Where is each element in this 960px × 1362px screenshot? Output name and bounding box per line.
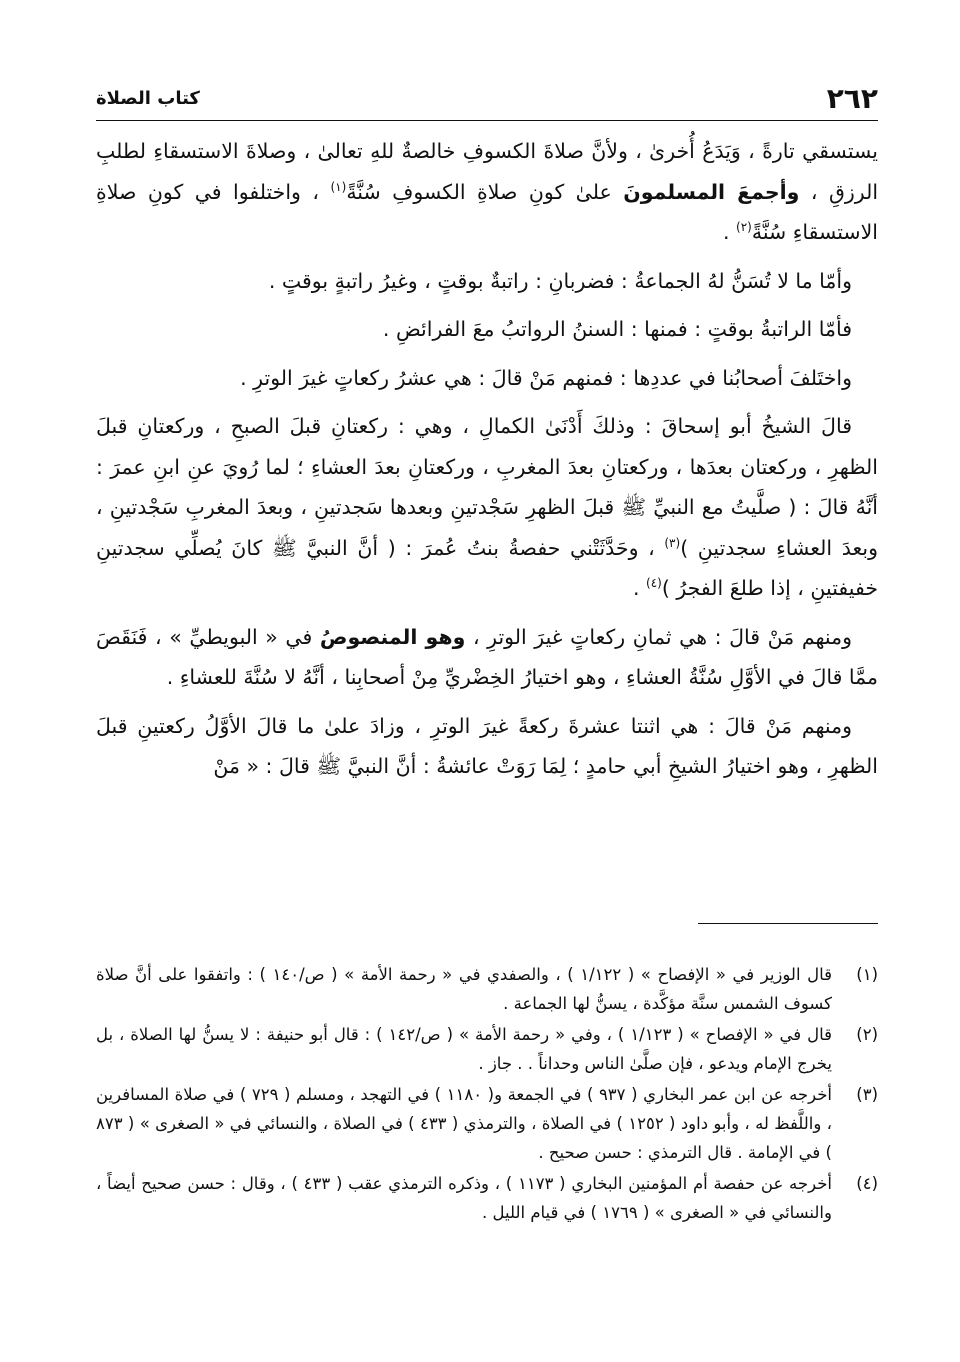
footnote-number: (٣) [856, 1085, 878, 1104]
running-title: كتاب الصلاة [96, 88, 200, 109]
text-segment: واختَلفَ أصحابُنا في عددِها : فمنهم مَنْ قالَ : هي عشرُ ركعاتٍ غيرَ الوترِ . [240, 365, 852, 390]
text-segment: . [722, 220, 736, 244]
text-segment: قالَ الشيخُ أبو إسحاقَ : وذلكَ أَدْنَىٰ الكمالِ ، وهي : ركعتانِ قبلَ الصبحِ ، وركعتانِ قبلَ الظهرِ ، وركعتان بعدَها ، وركعتانِ بعدَ المغربِ ، وركعتانِ بعدَ العشاءِ ؛ لما رُويَ عنِ ابنِ عمرَ : أنَّهُ قالَ : ( صلَّيتُ مع النبيِّ ﷺ قبلَ الظهرِ سَجْدتينِ وبعدها سَجدتينِ ، وبعدَ المغربِ سَجْدتينِ ، وبعدَ العشاءِ سجدتينِ ) [96, 414, 878, 560]
text-segment: ومنهم مَنْ قالَ : هي ثمانِ ركعاتٍ غيرَ الوترِ ، [465, 624, 852, 649]
footnote-divider [698, 923, 878, 924]
footnote-ref: (٣) [664, 535, 681, 550]
text-segment: . [632, 576, 646, 600]
paragraph [96, 309, 878, 350]
paragraph [96, 358, 878, 399]
footnote-ref: (٤) [646, 576, 662, 591]
footnote-text: أخرجه عن حفصة أم المؤمنين البخاري ( ١١٧٣ ) ، وذكره الترمذي عقب ( ٤٣٣ ) ، وقال : حسن صحيح أيضاً ، والنسائي في « الصغرى » ( ١٧٦٩ ) في قيام الليل . [96, 1174, 832, 1222]
footnote [96, 1169, 878, 1227]
paragraph [96, 617, 878, 698]
book-page [96, 80, 879, 1222]
text-segment: علىٰ كونِ صلاةِ الكسوفِ سُنَّةً [346, 179, 624, 204]
footnote-number: (٢) [856, 1025, 878, 1044]
text-segment: وأمّا ما لا تُسَنُّ لهُ الجماعةُ : فضربانِ : راتبةٌ بوقتٍ ، وغيرُ راتبةٍ بوقتٍ . [268, 268, 852, 293]
footnote-number: (٤) [856, 1174, 878, 1193]
text-segment: يستسقي تارةً ، وَيَدَعُ أُخرىٰ ، ولأنَّ صلاةَ الكسوفِ خالصةٌ للهِ تعالىٰ ، وصلاةَ الاستسقاءِ لطلبِ الرزقِ ، [96, 139, 879, 204]
paragraph [96, 261, 878, 302]
footnote-number: (١) [856, 965, 878, 984]
footnote-text: أخرجه عن ابن عمر البخاري ( ٩٣٧ ) في الجمعة و( ١١٨٠ ) في التهجد ، ومسلم ( ٧٢٩ ) في صلاة المسافرين ، واللَّفظ له ، وأبو داود ( ١٢٥٢ ) في الصلاة ، والترمذي ( ٤٣٣ ) في الصلاة ، والنسائي في « الصغرى » ( ٨٧٣ ) في الإمامة . قال الترمذي : حسن صحيح . [96, 1085, 832, 1162]
text-segment: ، واختلفوا في كونِ صلاةِ الاستسقاءِ سُنَّةً [96, 179, 878, 244]
footnote-ref: (١) [330, 179, 347, 194]
page-number: ٢٦٢ [826, 82, 878, 115]
footnotes [96, 960, 878, 1229]
text-segment: في « البويطيِّ » ، فَنَقَصَ ممَّا قالَ في الأوَّلِ سُنَّةُ العشاءِ ، وهو اختيارُ الخِضْريِّ مِنْ أصحابِنا ، أنَّهُ لا سُنَّةَ للعشاءِ . [96, 624, 878, 689]
text-segment: فأمّا الراتبةُ بوقتٍ : فمنها : السننُ الرواتبُ معَ الفرائضِ . [382, 317, 852, 341]
footnote-text: قال في « الإفصاح » ( ١/١٢٣ ) ، وفي « رحمة الأمة » ( ص/١٤٢ ) : قال أبو حنيفة : لا يسنُّ لها الصلاة ، بل يخرج الإمام ويدعو ، فإن صلَّىٰ الناس وحداناً . . جاز . [96, 1025, 832, 1073]
main-text [96, 131, 878, 787]
text-segment: ومنهم مَنْ قالَ : هي اثنتا عشرةَ ركعةً غيرَ الوترِ ، وزادَ علىٰ ما قالَ الأوَّلُ ركعتينِ قبلَ الظهرِ ، وهو اختيارُ الشيخِ أبي حامدٍ ؛ لِمَا رَوَتْ عائشةُ : أنَّ النبيَّ ﷺ قالَ : « مَنْ [96, 713, 878, 778]
footnote [96, 1080, 878, 1167]
footnote-text: قال الوزير في « الإفصاح » ( ١/١٢٢ ) ، والصفدي في « رحمة الأمة » ( ص/١٤٠ ) : واتفقوا على أنَّ صلاة كسوف الشمس سنَّة مؤكَّدة ، يسنُّ لها الجماعة . [96, 965, 832, 1013]
footnote-ref: (٢) [736, 220, 752, 235]
footnote [96, 960, 878, 1018]
emphasis-text: وأجمعَ المسلمونَ [623, 179, 800, 204]
paragraph [96, 131, 878, 253]
paragraph [96, 706, 878, 787]
page-header [96, 80, 878, 121]
text-segment: ، وحَدَّثَتْني حفصةُ بنتُ عُمرَ : ( أنَّ النبيَّ ﷺ كانَ يُصلِّي سجدتينِ خفيفتينِ ، إذا طلعَ الفجرُ ) [96, 535, 878, 600]
paragraph [96, 406, 878, 609]
footnote [96, 1020, 878, 1078]
emphasis-text: وهو المنصوصُ [319, 624, 466, 649]
